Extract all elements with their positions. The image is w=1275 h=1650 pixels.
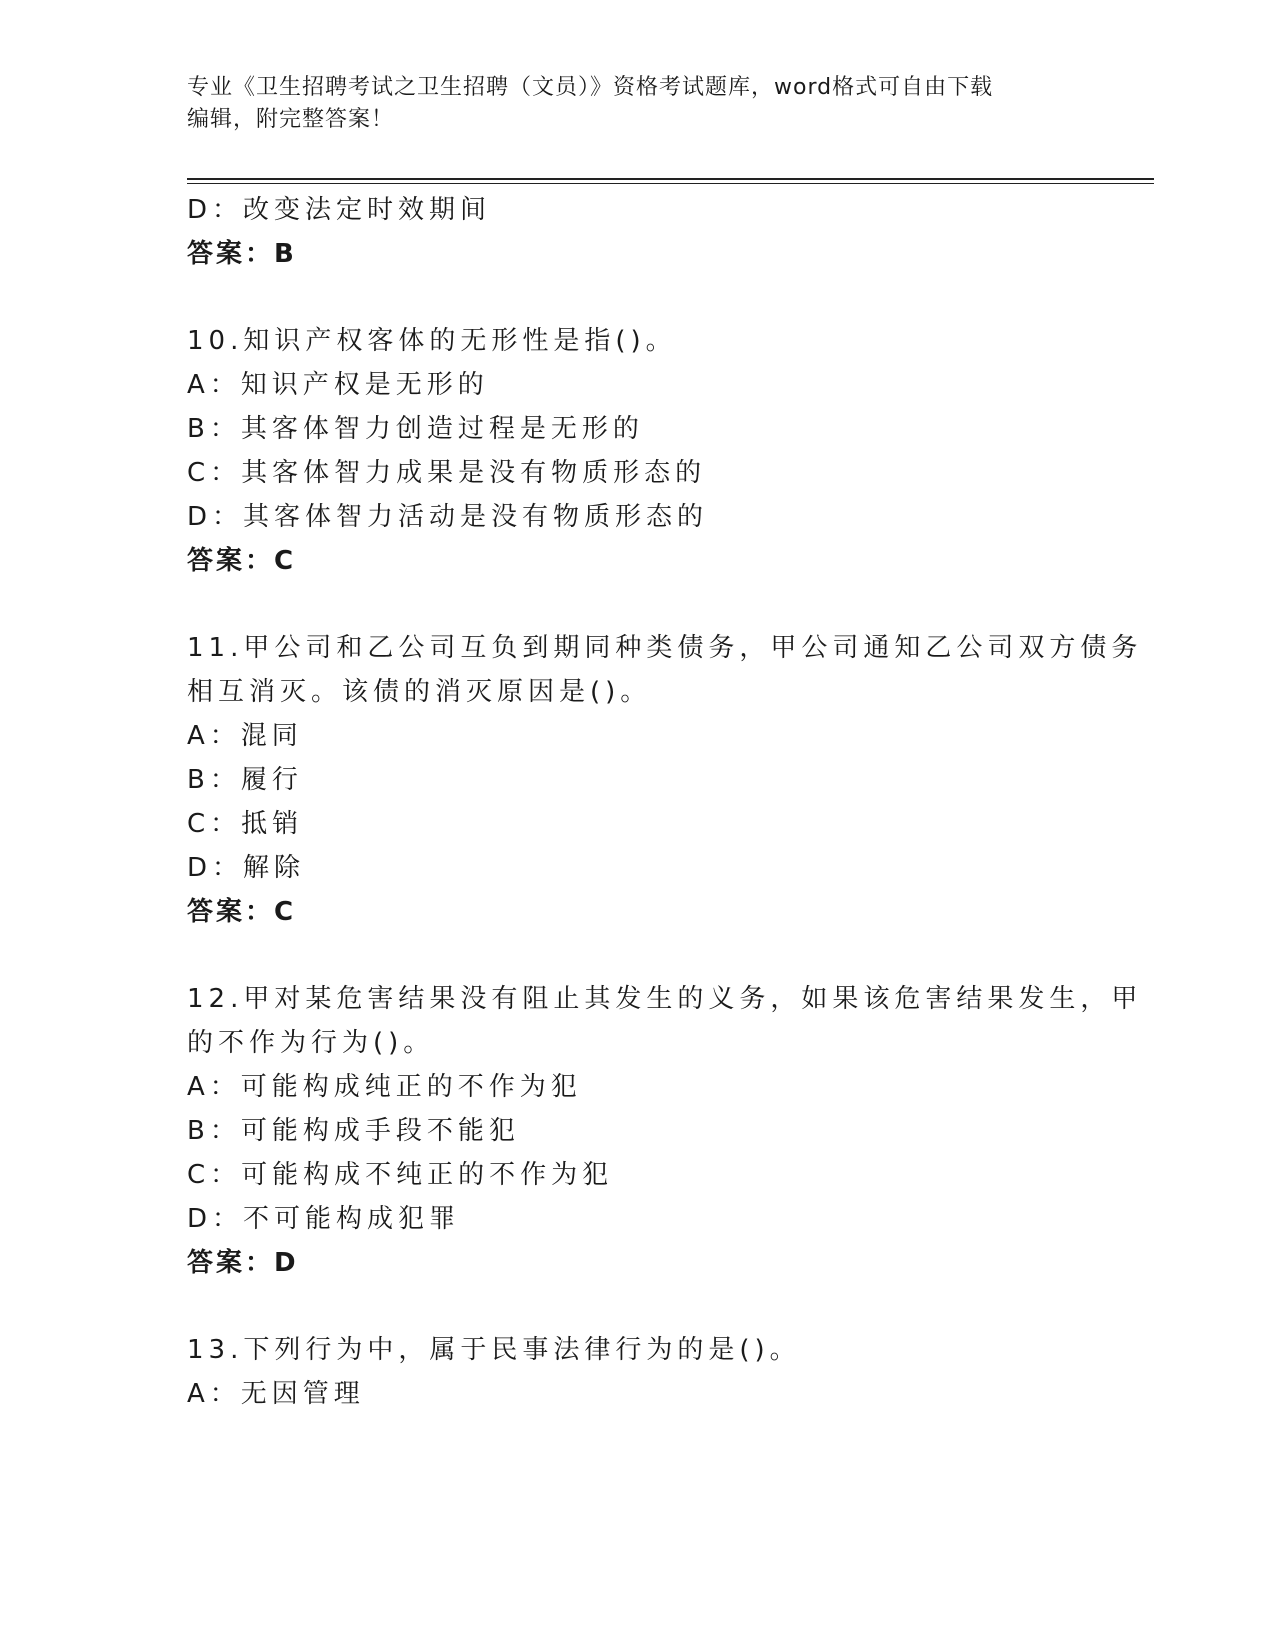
question-11-option-c: C：抵销 (187, 809, 304, 839)
header-divider-thin (187, 183, 1154, 184)
question-11-option-d: D：解除 (187, 853, 306, 883)
question-12-option-d: D：不可能构成犯罪 (187, 1204, 461, 1234)
question-12-stem-line-1: 12.甲对某危害结果没有阻止其发生的义务，如果该危害结果发生，甲 (187, 984, 1143, 1014)
question-10-option-b: B：其客体智力创造过程是无形的 (187, 414, 644, 444)
question-13-option-a: A：无因管理 (187, 1379, 365, 1409)
question-11-option-b: B：履行 (187, 765, 303, 795)
question-10-option-c: C：其客体智力成果是没有物质形态的 (187, 458, 707, 488)
question-12-option-a: A：可能构成纯正的不作为犯 (187, 1072, 582, 1102)
question-11-answer: 答案：C (187, 897, 297, 927)
question-10-stem: 10.知识产权客体的无形性是指()。 (187, 326, 677, 356)
question-12-option-b: B：可能构成手段不能犯 (187, 1116, 520, 1146)
header-line-2: 编辑，附完整答案！ (187, 107, 395, 132)
question-11-option-a: A：混同 (187, 721, 303, 751)
question-11-stem-line-2: 相互消灭。该债的消灭原因是()。 (187, 677, 652, 707)
question-12-stem-line-2: 的不作为行为()。 (187, 1028, 435, 1058)
document-header (187, 72, 1087, 136)
question-10-answer: 答案：C (187, 546, 297, 576)
question-12-option-c: C：可能构成不纯正的不作为犯 (187, 1160, 614, 1190)
option-d: D：改变法定时效期间 (187, 195, 492, 225)
question-13-stem: 13.下列行为中，属于民事法律行为的是()。 (187, 1335, 801, 1365)
header-line-1: 专业《卫生招聘考试之卫生招聘（文员）》资格考试题库，word格式可自由下载 (187, 75, 994, 100)
question-10-option-d: D：其客体智力活动是没有物质形态的 (187, 502, 709, 532)
header-divider-thick (187, 178, 1154, 180)
question-12-answer: 答案：D (187, 1248, 299, 1278)
answer: 答案：B (187, 239, 297, 269)
question-11-stem-line-1: 11.甲公司和乙公司互负到期同种类债务，甲公司通知乙公司双方债务 (187, 633, 1143, 663)
question-10-option-a: A：知识产权是无形的 (187, 370, 489, 400)
